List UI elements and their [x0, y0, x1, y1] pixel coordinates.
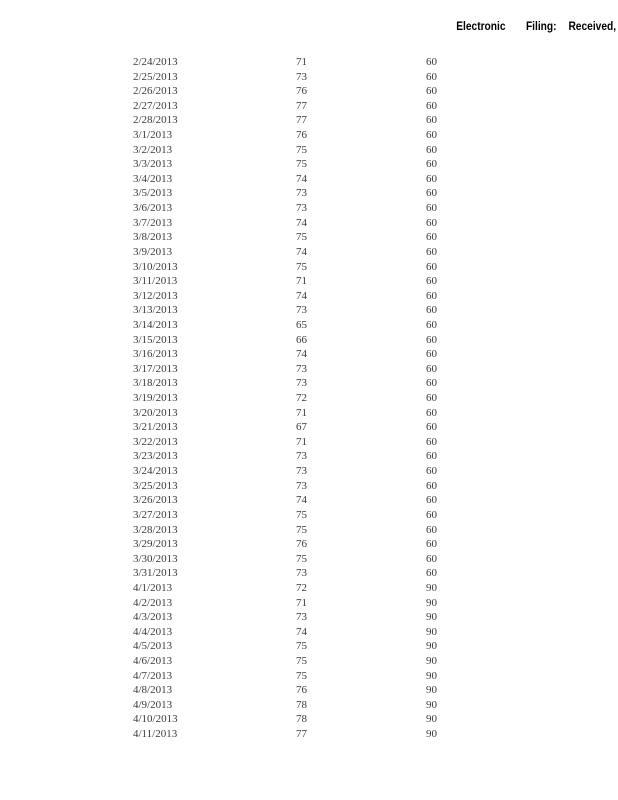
value-a-cell: 74 — [296, 348, 307, 361]
value-a-cell: 73 — [296, 377, 307, 390]
value-c-cell: 60 — [426, 392, 437, 405]
value-a-cell: 73 — [296, 611, 307, 624]
table-row — [133, 654, 443, 669]
value-a-cell: 74 — [296, 216, 307, 229]
table-row — [133, 493, 443, 508]
date-cell: 3/7/2013 — [133, 216, 173, 229]
header-word-electronic: Electronic — [456, 19, 506, 33]
date-cell: 3/19/2013 — [133, 392, 178, 405]
date-cell: 4/8/2013 — [133, 684, 173, 697]
table-row — [133, 245, 443, 260]
date-cell: 3/10/2013 — [133, 260, 178, 273]
date-cell: 3/26/2013 — [133, 494, 178, 507]
value-a-cell: 76 — [296, 538, 307, 551]
table-row — [133, 376, 443, 391]
value-c-cell: 60 — [426, 56, 437, 68]
value-a-cell: 65 — [296, 318, 307, 331]
date-cell: 3/20/2013 — [133, 406, 178, 419]
date-cell: 3/15/2013 — [133, 333, 178, 346]
date-cell: 3/14/2013 — [133, 318, 178, 331]
value-c-cell: 60 — [426, 114, 437, 127]
value-c-cell: 60 — [426, 260, 437, 273]
page-header — [456, 19, 616, 33]
value-a-cell: 73 — [296, 479, 307, 492]
value-a-cell: 75 — [296, 231, 307, 244]
value-c-cell: 60 — [426, 421, 437, 434]
date-cell: 4/10/2013 — [133, 713, 178, 726]
value-a-cell: 67 — [296, 421, 307, 434]
value-a-cell: 75 — [296, 508, 307, 521]
value-c-cell: 60 — [426, 143, 437, 156]
value-a-cell: 76 — [296, 85, 307, 98]
table-row — [133, 260, 443, 275]
table-row — [133, 552, 443, 567]
date-cell: 3/23/2013 — [133, 450, 178, 463]
value-c-cell: 60 — [426, 99, 437, 112]
date-cell: 4/5/2013 — [133, 640, 173, 653]
table-row — [133, 479, 443, 494]
date-cell: 4/4/2013 — [133, 625, 173, 638]
date-cell: 3/6/2013 — [133, 202, 173, 215]
value-c-cell: 60 — [426, 406, 437, 419]
value-a-cell: 75 — [296, 143, 307, 156]
table-row — [133, 523, 443, 538]
value-c-cell: 90 — [426, 611, 437, 624]
date-cell: 3/4/2013 — [133, 172, 173, 185]
value-c-cell: 60 — [426, 216, 437, 229]
date-cell: 4/2/2013 — [133, 596, 173, 609]
date-cell: 2/27/2013 — [133, 99, 178, 112]
value-a-cell: 75 — [296, 640, 307, 653]
table-row — [133, 347, 443, 362]
value-a-cell: 72 — [296, 392, 307, 405]
value-a-cell: 71 — [296, 435, 307, 448]
table-row — [133, 201, 443, 216]
date-cell: 4/6/2013 — [133, 654, 173, 667]
date-cell: 3/25/2013 — [133, 479, 178, 492]
table-row — [133, 712, 443, 727]
value-a-cell: 75 — [296, 669, 307, 682]
value-c-cell: 60 — [426, 129, 437, 142]
table-row — [133, 113, 443, 128]
table-row — [133, 362, 443, 377]
value-a-cell: 73 — [296, 362, 307, 375]
date-cell: 3/1/2013 — [133, 129, 173, 142]
table-row — [133, 625, 443, 640]
value-a-cell: 78 — [296, 698, 307, 711]
value-a-cell: 77 — [296, 114, 307, 127]
date-cell: 3/21/2013 — [133, 421, 178, 434]
value-c-cell: 90 — [426, 581, 437, 594]
table-row — [133, 230, 443, 245]
table-row — [133, 216, 443, 231]
date-cell: 3/12/2013 — [133, 289, 178, 302]
value-a-cell: 71 — [296, 56, 307, 68]
value-a-cell: 74 — [296, 625, 307, 638]
value-a-cell: 75 — [296, 260, 307, 273]
value-a-cell: 77 — [296, 728, 307, 741]
value-c-cell: 90 — [426, 713, 437, 726]
value-c-cell: 60 — [426, 70, 437, 83]
value-c-cell: 60 — [426, 479, 437, 492]
date-cell: 3/30/2013 — [133, 552, 178, 565]
value-a-cell: 75 — [296, 523, 307, 536]
value-c-cell: 90 — [426, 654, 437, 667]
table-row — [133, 596, 443, 611]
value-c-cell: 90 — [426, 625, 437, 638]
value-a-cell: 73 — [296, 187, 307, 200]
date-cell: 3/24/2013 — [133, 465, 178, 478]
date-cell: 4/3/2013 — [133, 611, 173, 624]
value-a-cell: 73 — [296, 304, 307, 317]
table-row — [133, 318, 443, 333]
table-row — [133, 128, 443, 143]
value-c-cell: 60 — [426, 435, 437, 448]
value-c-cell: 60 — [426, 552, 437, 565]
date-cell: 4/7/2013 — [133, 669, 173, 682]
value-c-cell: 60 — [426, 158, 437, 171]
value-c-cell: 60 — [426, 187, 437, 200]
table-row — [133, 274, 443, 289]
table-row — [133, 157, 443, 172]
table-row — [133, 406, 443, 421]
date-cell: 2/28/2013 — [133, 114, 178, 127]
date-cell: 3/16/2013 — [133, 348, 178, 361]
table-row — [133, 566, 443, 581]
date-cell: 3/8/2013 — [133, 231, 173, 244]
table-row — [133, 581, 443, 596]
date-cell: 4/11/2013 — [133, 728, 178, 741]
date-cell: 3/31/2013 — [133, 567, 178, 580]
date-cell: 2/26/2013 — [133, 85, 178, 98]
table-row — [133, 420, 443, 435]
date-cell: 3/11/2013 — [133, 275, 178, 288]
value-c-cell: 60 — [426, 377, 437, 390]
value-c-cell: 60 — [426, 85, 437, 98]
value-c-cell: 60 — [426, 450, 437, 463]
date-cell: 3/5/2013 — [133, 187, 173, 200]
value-a-cell: 74 — [296, 245, 307, 258]
value-c-cell: 60 — [426, 333, 437, 346]
date-cell: 2/25/2013 — [133, 70, 178, 83]
value-c-cell: 60 — [426, 567, 437, 580]
value-c-cell: 60 — [426, 202, 437, 215]
value-c-cell: 60 — [426, 538, 437, 551]
value-c-cell: 90 — [426, 640, 437, 653]
value-a-cell: 73 — [296, 465, 307, 478]
value-a-cell: 71 — [296, 406, 307, 419]
table-row — [133, 610, 443, 625]
value-a-cell: 78 — [296, 713, 307, 726]
value-c-cell: 60 — [426, 494, 437, 507]
value-c-cell: 60 — [426, 508, 437, 521]
value-a-cell: 74 — [296, 494, 307, 507]
table-row — [133, 333, 443, 348]
table-row — [133, 449, 443, 464]
value-c-cell: 60 — [426, 289, 437, 302]
date-cell: 3/2/2013 — [133, 143, 173, 156]
date-cell: 3/17/2013 — [133, 362, 178, 375]
table-row — [133, 435, 443, 450]
value-a-cell: 72 — [296, 581, 307, 594]
data-table — [133, 55, 443, 742]
value-c-cell: 60 — [426, 362, 437, 375]
table-row — [133, 639, 443, 654]
value-a-cell: 73 — [296, 202, 307, 215]
value-c-cell: 90 — [426, 596, 437, 609]
table-row — [133, 84, 443, 99]
value-a-cell: 76 — [296, 129, 307, 142]
table-row — [133, 55, 443, 70]
date-cell: 3/18/2013 — [133, 377, 178, 390]
table-row — [133, 537, 443, 552]
date-cell: 3/28/2013 — [133, 523, 178, 536]
table-row — [133, 669, 443, 684]
table-row — [133, 289, 443, 304]
value-c-cell: 90 — [426, 728, 437, 741]
value-c-cell: 60 — [426, 304, 437, 317]
table-row — [133, 303, 443, 318]
date-cell: 3/13/2013 — [133, 304, 178, 317]
table-row — [133, 172, 443, 187]
value-c-cell: 60 — [426, 318, 437, 331]
date-cell: 3/3/2013 — [133, 158, 173, 171]
value-a-cell: 75 — [296, 158, 307, 171]
value-c-cell: 60 — [426, 465, 437, 478]
value-c-cell: 60 — [426, 231, 437, 244]
date-cell: 3/9/2013 — [133, 245, 173, 258]
date-cell: 3/27/2013 — [133, 508, 178, 521]
value-c-cell: 60 — [426, 172, 437, 185]
table-row — [133, 508, 443, 523]
table-row — [133, 727, 443, 742]
value-c-cell: 90 — [426, 684, 437, 697]
table-row — [133, 99, 443, 114]
table-row — [133, 186, 443, 201]
value-a-cell: 74 — [296, 289, 307, 302]
header-word-filing: Filing: — [525, 19, 557, 33]
date-cell: 4/1/2013 — [133, 581, 173, 594]
value-a-cell: 71 — [296, 275, 307, 288]
table-row — [133, 464, 443, 479]
table-row — [133, 391, 443, 406]
value-a-cell: 77 — [296, 99, 307, 112]
value-a-cell: 73 — [296, 567, 307, 580]
value-a-cell: 76 — [296, 684, 307, 697]
date-cell: 3/22/2013 — [133, 435, 178, 448]
value-c-cell: 90 — [426, 698, 437, 711]
value-a-cell: 71 — [296, 596, 307, 609]
table-row — [133, 683, 443, 698]
value-c-cell: 60 — [426, 348, 437, 361]
value-a-cell: 75 — [296, 552, 307, 565]
value-c-cell: 60 — [426, 245, 437, 258]
value-a-cell: 74 — [296, 172, 307, 185]
value-c-cell: 90 — [426, 669, 437, 682]
date-cell: 3/29/2013 — [133, 538, 178, 551]
value-a-cell: 73 — [296, 70, 307, 83]
header-word-received: Received, — [568, 19, 616, 33]
value-a-cell: 73 — [296, 450, 307, 463]
value-c-cell: 60 — [426, 523, 437, 536]
value-a-cell: 75 — [296, 654, 307, 667]
table-row — [133, 70, 443, 85]
value-c-cell: 60 — [426, 275, 437, 288]
date-cell: 2/24/2013 — [133, 56, 178, 68]
date-cell: 4/9/2013 — [133, 698, 173, 711]
table-row — [133, 143, 443, 158]
value-a-cell: 66 — [296, 333, 307, 346]
table-row — [133, 698, 443, 713]
